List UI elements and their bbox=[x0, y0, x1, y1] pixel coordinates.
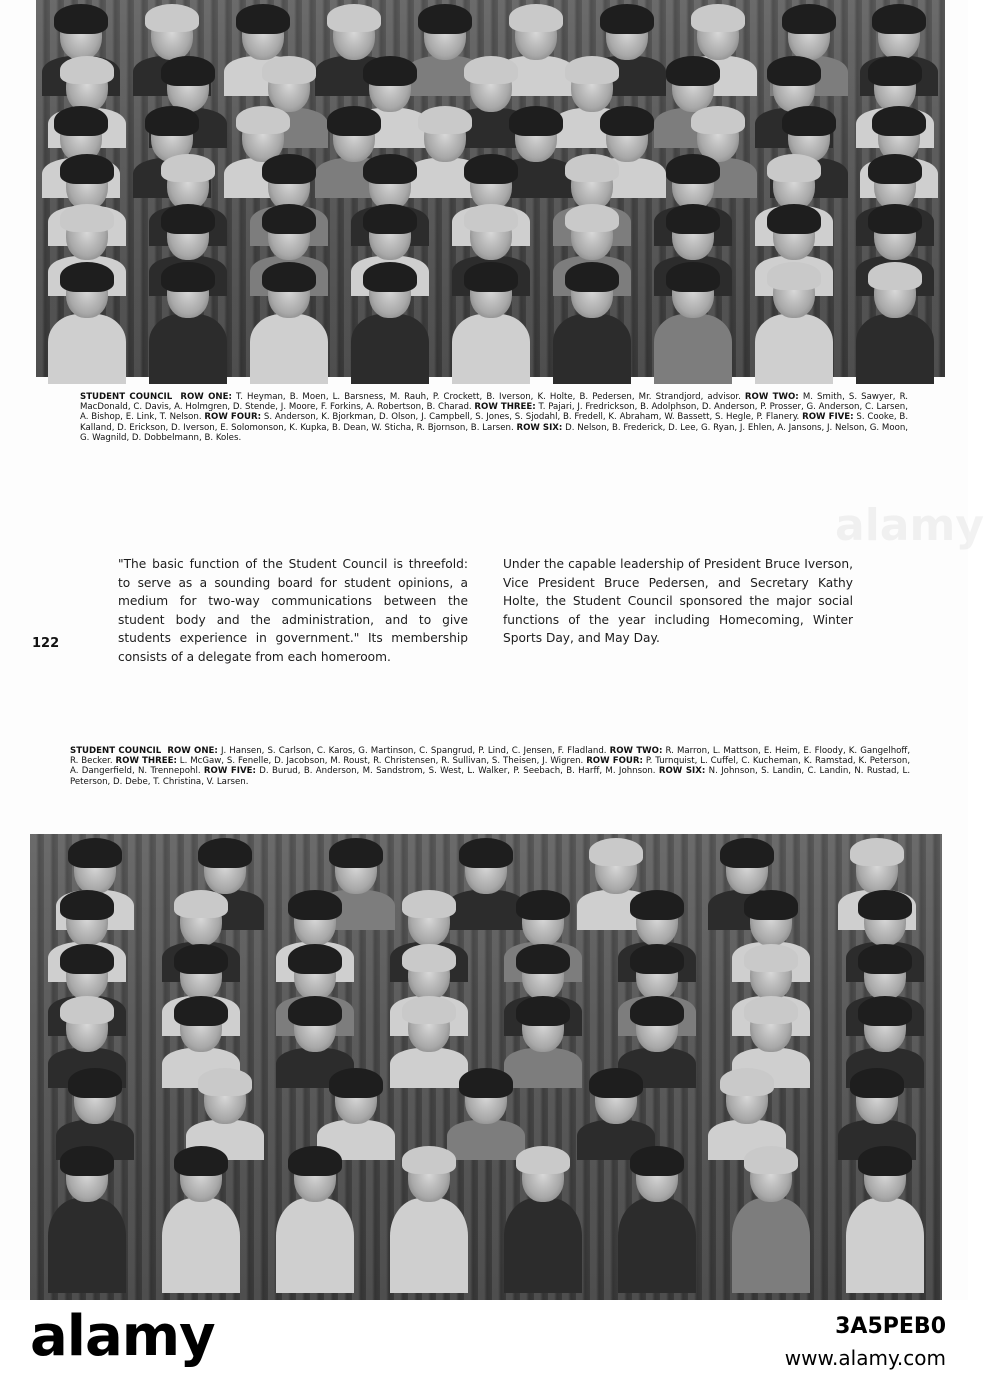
caption-row-names: J. Hansen, S. Carlson, C. Karos, G. Martinson, C. Spangrud, P. Lind, C. Jensen, F. Fladland. bbox=[220, 746, 607, 756]
caption-row-label: ROW FOUR: bbox=[586, 756, 643, 767]
person-figure bbox=[48, 1152, 126, 1293]
caption-row-label: ROW THREE: bbox=[115, 756, 177, 767]
person-figure bbox=[856, 268, 934, 384]
body-text-right: Under the capable leadership of President Bruce Iverson, Vice President Bruce Pedersen, and Secretary Kathy Holte, the Student Council sponsored the major social functions of the year including Homecoming, Winter Sports Day, and May Day. bbox=[503, 557, 853, 646]
person-figure bbox=[48, 268, 126, 384]
caption-row-label: ROW SIX: bbox=[658, 766, 706, 777]
person-figure bbox=[162, 1152, 240, 1293]
person-figure bbox=[447, 1074, 525, 1160]
caption-row-names: P. Turnquist, L. Cuffel, C. Kucheman, K. Ramstad, K. Peterson, A. Dangerfield, N. Trennepohl. bbox=[70, 756, 911, 777]
caption-row-label: ROW FIVE: bbox=[802, 412, 854, 423]
student-council-photo-top bbox=[36, 0, 945, 377]
caption-row-names: R. Marron, L. Mattson, E. Heim, E. Floody, K. Gangelhoff, R. Becker. bbox=[70, 746, 911, 767]
person-figure bbox=[452, 268, 530, 384]
caption-row-label: ROW TWO: bbox=[609, 746, 663, 756]
body-text-left: "The basic function of the Student Council is threefold: to serve as a sounding board for student opinions, a medium for two-way communications between the student body and the administration, and to give students experience in government." Its membership consists of a delegate from each homeroom. bbox=[118, 557, 468, 664]
person-figure bbox=[755, 268, 833, 384]
caption-row-names: M. Smith, S. Sawyer, R. MacDonald, C. Davis, A. Holmgren, D. Stende, J. Moore, F. Forkins, A. Robertson, B. Charad. bbox=[80, 392, 909, 413]
caption-row-names: N. Johnson, S. Landin, C. Landin, N. Rustad, L. Peterson, D. Debe, T. Christina, V. Larsen. bbox=[70, 766, 911, 787]
caption-heading: STUDENT COUNCIL bbox=[70, 746, 162, 756]
person-figure bbox=[732, 1152, 810, 1293]
caption-row-label: ROW TWO: bbox=[744, 392, 799, 402]
person-figure bbox=[390, 1152, 468, 1293]
person-figure bbox=[846, 1152, 924, 1293]
caption-row-label: ROW FOUR: bbox=[204, 412, 262, 423]
person-figure bbox=[149, 268, 227, 384]
watermark-logo: alamy bbox=[30, 1304, 215, 1369]
person-figure bbox=[276, 1152, 354, 1293]
caption-row-names: L. McGaw, S. Fenelle, D. Jacobson, M. Roust, R. Christensen, R. Sullivan, S. Theisen, J. Wigren. bbox=[179, 756, 584, 767]
watermark-image-id: 3A5PEB0 bbox=[835, 1314, 946, 1339]
person-figure bbox=[351, 268, 429, 384]
person-figure bbox=[250, 268, 328, 384]
student-council-photo-bottom bbox=[30, 834, 942, 1300]
caption-top bbox=[80, 392, 908, 443]
photo-row bbox=[30, 1074, 942, 1160]
caption-row-names: D. Nelson, B. Frederick, D. Lee, G. Ryan, J. Ehlen, A. Jansons, J. Nelson, G. Moon, G. Wagnild, D. Dobbelmann, B. Koles. bbox=[80, 422, 909, 443]
photo-row bbox=[30, 1152, 942, 1293]
person-figure bbox=[553, 268, 631, 384]
caption-row-names: T. Pajari, J. Fredrickson, B. Adolphson, D. Anderson, P. Prosser, G. Anderson, C. Larsen, A. Bishop, E. Link, T. Nelson. bbox=[80, 402, 908, 423]
caption-row-label: ROW SIX: bbox=[516, 422, 563, 433]
watermark-url: www.alamy.com bbox=[784, 1346, 946, 1370]
caption-row-label: ROW FIVE: bbox=[203, 766, 256, 777]
caption-row-label: ROW ONE: bbox=[180, 392, 232, 402]
person-figure bbox=[618, 1152, 696, 1293]
caption-row-names: S. Anderson, K. Bjorkman, D. Olson, J. Campbell, S. Jones, S. Sjodahl, B. Fredell, K. Abraham, W. Bassett, S. Hegle, P. Flanery. bbox=[263, 412, 800, 423]
page-number: 122 bbox=[32, 636, 60, 651]
caption-row-names: S. Cooke, B. Kalland, D. Erickson, D. Iverson, E. Solomonson, K. Kupka, B. Dean, W. Sticha, R. Bjornson, B. Larsen. bbox=[80, 412, 909, 433]
caption-row-names: D. Burud, B. Anderson, M. Sandstrom, S. West, L. Walker, P. Seebach, B. Harff, M. Johnson. bbox=[259, 766, 656, 777]
watermark-ghost: alamy bbox=[835, 500, 984, 551]
caption-bottom bbox=[70, 746, 910, 787]
caption-row-names: T. Heyman, B. Moen, L. Barsness, M. Rauh, P. Crockett, B. Iverson, K. Holte, B. Pedersen, Mr. Strandjord, advisor. bbox=[235, 392, 741, 402]
caption-row-label: ROW ONE: bbox=[167, 746, 218, 756]
person-figure bbox=[654, 268, 732, 384]
caption-heading: STUDENT COUNCIL bbox=[80, 392, 173, 402]
photo-row bbox=[36, 268, 945, 384]
caption-row-label: ROW THREE: bbox=[474, 402, 536, 413]
person-figure bbox=[504, 1152, 582, 1293]
